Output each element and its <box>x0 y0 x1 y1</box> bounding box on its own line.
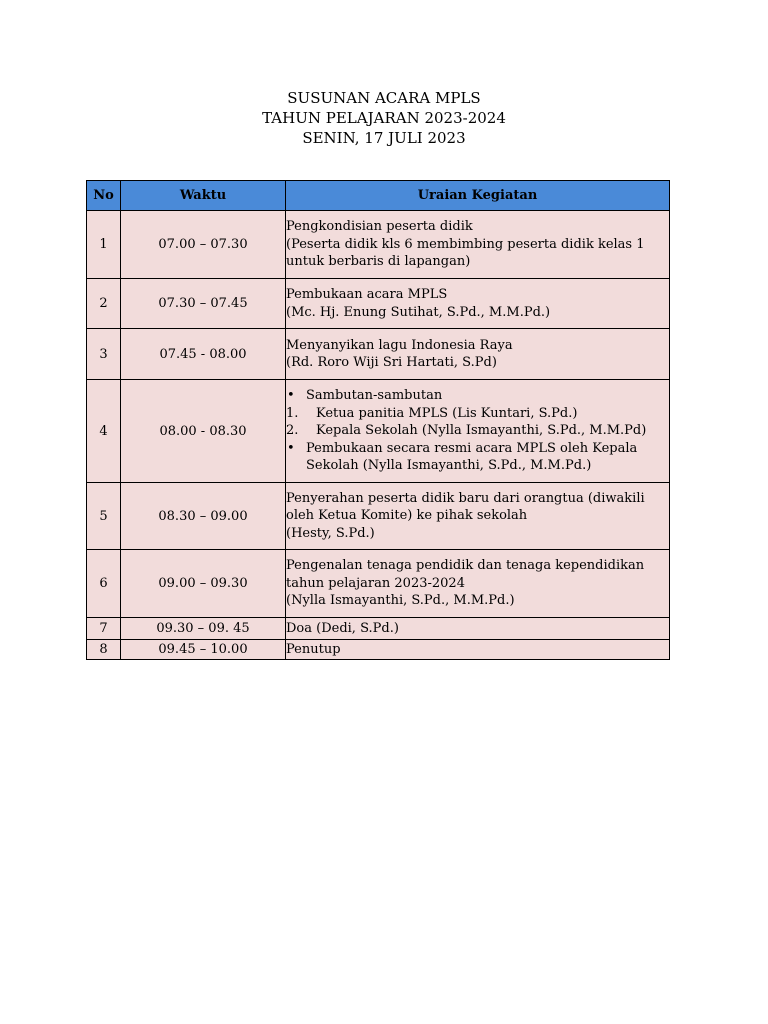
table-row <box>87 640 670 660</box>
description-line: Pengkondisian peserta didik <box>286 219 473 235</box>
description-line: Doa (Dedi, S.Pd.) <box>286 620 399 636</box>
row-description <box>286 279 670 329</box>
bullet-text: Pembukaan secara resmi acara MPLS oleh Kepala <box>306 440 638 456</box>
description-line: (Peserta didik kls 6 membimbing peserta didik kelas 1 <box>286 236 645 252</box>
bullet-text: Sekolah (Nylla Ismayanthi, S.Pd., M.M.Pd.) <box>306 458 592 474</box>
row-time: 08.00 - 08.30 <box>121 380 286 483</box>
numbered-item <box>286 405 669 422</box>
title-line-2: TAHUN PELAJARAN 2023-2024 <box>262 109 506 127</box>
description-line: (Nylla Ismayanthi, S.Pd., M.M.Pd.) <box>286 593 515 609</box>
description-line: Penutup <box>286 641 341 657</box>
bullet-item <box>286 440 669 475</box>
row-number: 7 <box>87 618 121 640</box>
item-number: 1. <box>286 405 299 421</box>
table-header-row <box>87 181 670 211</box>
row-time: 08.30 – 09.00 <box>121 483 286 550</box>
row-time: 07.45 - 08.00 <box>121 329 286 380</box>
item-number: 2. <box>286 423 299 439</box>
header-time: Waktu <box>121 181 286 211</box>
numbered-item <box>286 422 669 439</box>
row-description <box>286 211 670 279</box>
table-row <box>87 329 670 380</box>
description-line: Menyanyikan lagu Indonesia Raya <box>286 337 513 353</box>
table-row <box>87 380 670 483</box>
title-line-3: SENIN, 17 JULI 2023 <box>302 129 466 147</box>
header-no: No <box>87 181 121 211</box>
row-number: 1 <box>87 211 121 279</box>
description-line: Pembukaan acara MPLS <box>286 287 448 303</box>
row-time: 07.30 – 07.45 <box>121 279 286 329</box>
bullet-text: Sambutan-sambutan <box>306 388 443 404</box>
title-line-1: SUSUNAN ACARA MPLS <box>287 89 481 107</box>
row-description <box>286 550 670 618</box>
description-line: Penyerahan peserta didik baru dari orangtua (diwakili <box>286 490 645 506</box>
description-line: Pengenalan tenaga pendidik dan tenaga kependidikan <box>286 558 645 574</box>
table-row <box>87 550 670 618</box>
row-time: 07.00 – 07.30 <box>121 211 286 279</box>
row-number: 4 <box>87 380 121 483</box>
header-description: Uraian Kegiatan <box>286 181 670 211</box>
row-time: 09.45 – 10.00 <box>121 640 286 660</box>
table-row <box>87 618 670 640</box>
table-row <box>87 483 670 550</box>
row-description <box>286 380 670 483</box>
row-description <box>286 640 670 660</box>
description-line: tahun pelajaran 2023-2024 <box>286 575 465 591</box>
description-line: (Rd. Roro Wiji Sri Hartati, S.Pd) <box>286 355 497 370</box>
row-number: 8 <box>87 640 121 660</box>
row-description <box>286 618 670 640</box>
row-number: 6 <box>87 550 121 618</box>
description-line: (Mc. Hj. Enung Sutihat, S.Pd., M.M.Pd.) <box>286 304 551 320</box>
row-time: 09.00 – 09.30 <box>121 550 286 618</box>
row-number: 5 <box>87 483 121 550</box>
table-row <box>87 211 670 279</box>
row-description <box>286 483 670 550</box>
row-number: 3 <box>87 329 121 380</box>
description-line: (Hesty, S.Pd.) <box>286 525 375 541</box>
row-time: 09.30 – 09. 45 <box>121 618 286 640</box>
document-title <box>0 88 768 148</box>
schedule-table <box>86 180 670 660</box>
bullet-icon: • <box>287 440 295 456</box>
bullet-icon: • <box>287 388 295 404</box>
description-line: untuk berbaris di lapangan) <box>286 254 471 270</box>
row-number: 2 <box>87 279 121 329</box>
item-text: Kepala Sekolah (Nylla Ismayanthi, S.Pd., M.M.Pd) <box>316 423 647 439</box>
item-text: Ketua panitia MPLS (Lis Kuntari, S.Pd.) <box>316 405 578 421</box>
bullet-item <box>286 387 669 404</box>
table-row <box>87 279 670 329</box>
row-description <box>286 329 670 380</box>
description-line: oleh Ketua Komite) ke pihak sekolah <box>286 508 528 524</box>
